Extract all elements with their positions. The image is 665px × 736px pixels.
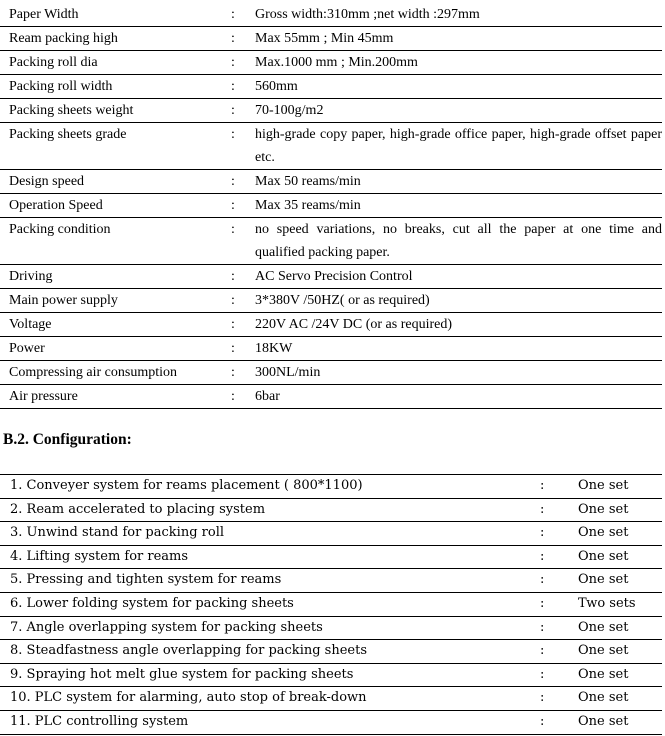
spec-value: no speed variations, no breaks, cut all the paper at one time and qualified packing paper. (255, 222, 662, 260)
spec-value: Gross width:310mm ;net width :297mm (255, 7, 480, 22)
config-colon: : (540, 478, 545, 493)
spec-value: 18KW (255, 341, 293, 356)
config-colon: : (540, 643, 545, 659)
spec-colon: : (231, 31, 235, 46)
spec-colon: : (231, 293, 235, 308)
spec-value: 300NL/min (255, 365, 321, 380)
config-quantity: One set (578, 478, 629, 493)
spec-value: high-grade copy paper, high-grade office paper, high-grade offset paper etc. (255, 127, 662, 165)
config-item: 4. Lifting system for reams (10, 548, 189, 564)
config-quantity: One set (578, 619, 629, 635)
spec-value: AC Servo Precision Control (255, 269, 413, 284)
spec-value: Max.1000 mm ; Min.200mm (255, 55, 418, 70)
spec-value: Max 35 reams/min (255, 198, 361, 213)
spec-label: Main power supply (9, 293, 118, 308)
spec-label: Paper Width (9, 7, 79, 22)
spec-label: Power (9, 341, 45, 356)
config-item: 9. Spraying hot melt glue system for packing sheets (10, 666, 354, 682)
config-item: 7. Angle overlapping system for packing sheets (10, 619, 323, 635)
config-row (0, 687, 662, 711)
config-item: 10. PLC system for alarming, auto stop of break-down (10, 690, 367, 706)
config-row (0, 663, 662, 687)
spec-row (0, 385, 662, 409)
config-quantity: One set (578, 666, 629, 682)
config-item: 11. PLC controlling system (10, 713, 189, 729)
config-row (0, 475, 662, 499)
config-row (0, 522, 662, 546)
config-quantity: One set (578, 713, 629, 729)
spec-label: Driving (9, 269, 53, 284)
configuration-rows (0, 475, 662, 735)
config-quantity: One set (578, 548, 629, 564)
specification-table (0, 3, 662, 409)
config-colon: : (540, 501, 545, 517)
spec-row (0, 337, 662, 361)
config-row (0, 545, 662, 569)
spec-colon: : (231, 222, 235, 237)
specification-rows (0, 3, 662, 409)
spec-row (0, 75, 662, 99)
spec-row (0, 218, 662, 265)
config-row (0, 710, 662, 734)
config-colon: : (540, 595, 545, 611)
spec-row (0, 194, 662, 218)
spec-value: Max 55mm ; Min 45mm (255, 31, 394, 46)
configuration-table (0, 474, 662, 735)
spec-row (0, 3, 662, 27)
config-quantity: One set (578, 501, 629, 517)
spec-value: 3*380V /50HZ( or as required) (255, 293, 430, 308)
spec-row (0, 123, 662, 170)
config-colon: : (540, 548, 545, 564)
spec-colon: : (231, 198, 235, 213)
config-quantity: One set (578, 643, 629, 659)
spec-colon: : (231, 79, 235, 94)
spec-label: Packing sheets grade (9, 127, 127, 142)
spec-label: Air pressure (9, 389, 78, 404)
spec-colon: : (231, 174, 235, 189)
spec-value: 70-100g/m2 (255, 103, 324, 118)
config-row (0, 569, 662, 593)
config-colon: : (540, 572, 545, 588)
config-row (0, 498, 662, 522)
config-quantity: One set (578, 690, 629, 706)
spec-row (0, 27, 662, 51)
configuration-heading: B.2. Configuration: (3, 431, 132, 448)
spec-colon: : (231, 103, 235, 118)
spec-colon: : (231, 317, 235, 332)
spec-value: 6bar (255, 389, 280, 404)
spec-colon: : (231, 55, 235, 70)
spec-colon: : (231, 389, 235, 404)
spec-row (0, 51, 662, 75)
spec-row (0, 99, 662, 123)
spec-colon: : (231, 269, 235, 284)
config-colon: : (540, 666, 545, 682)
config-item: 2. Ream accelerated to placing system (10, 501, 266, 517)
spec-label: Packing roll dia (9, 55, 98, 70)
config-item: 5. Pressing and tighten system for reams (10, 572, 282, 588)
config-row (0, 640, 662, 664)
spec-label: Packing roll width (9, 79, 113, 94)
spec-label: Packing sheets weight (9, 103, 134, 118)
config-quantity: Two sets (578, 595, 636, 611)
spec-label: Packing condition (9, 222, 111, 237)
spec-value: Max 50 reams/min (255, 174, 361, 189)
config-colon: : (540, 690, 545, 706)
spec-label: Compressing air consumption (9, 365, 177, 380)
spec-colon: : (231, 341, 235, 356)
config-quantity: One set (578, 525, 629, 541)
spec-colon: : (231, 365, 235, 380)
spec-label: Design speed (9, 174, 85, 189)
spec-value: 560mm (255, 79, 298, 94)
config-item: 3. Unwind stand for packing roll (10, 525, 225, 541)
spec-colon: : (231, 7, 235, 22)
spec-row (0, 313, 662, 337)
spec-label: Ream packing high (9, 31, 118, 46)
spec-row (0, 170, 662, 194)
config-colon: : (540, 619, 545, 635)
config-quantity: One set (578, 572, 629, 588)
config-colon: : (540, 713, 545, 729)
spec-value: 220V AC /24V DC (or as required) (255, 317, 453, 332)
spec-label: Voltage (9, 317, 52, 332)
spec-row (0, 361, 662, 385)
spec-row (0, 289, 662, 313)
config-colon: : (540, 525, 545, 541)
config-row (0, 592, 662, 616)
config-item: 8. Steadfastness angle overlapping for packing sheets (10, 643, 367, 659)
spec-colon: : (231, 127, 235, 142)
spec-label: Operation Speed (9, 198, 103, 213)
config-row (0, 616, 662, 640)
spec-row (0, 265, 662, 289)
config-item: 6. Lower folding system for packing sheets (10, 595, 294, 611)
config-item: 1. Conveyer system for reams placement ( 800*1100) (10, 478, 363, 493)
